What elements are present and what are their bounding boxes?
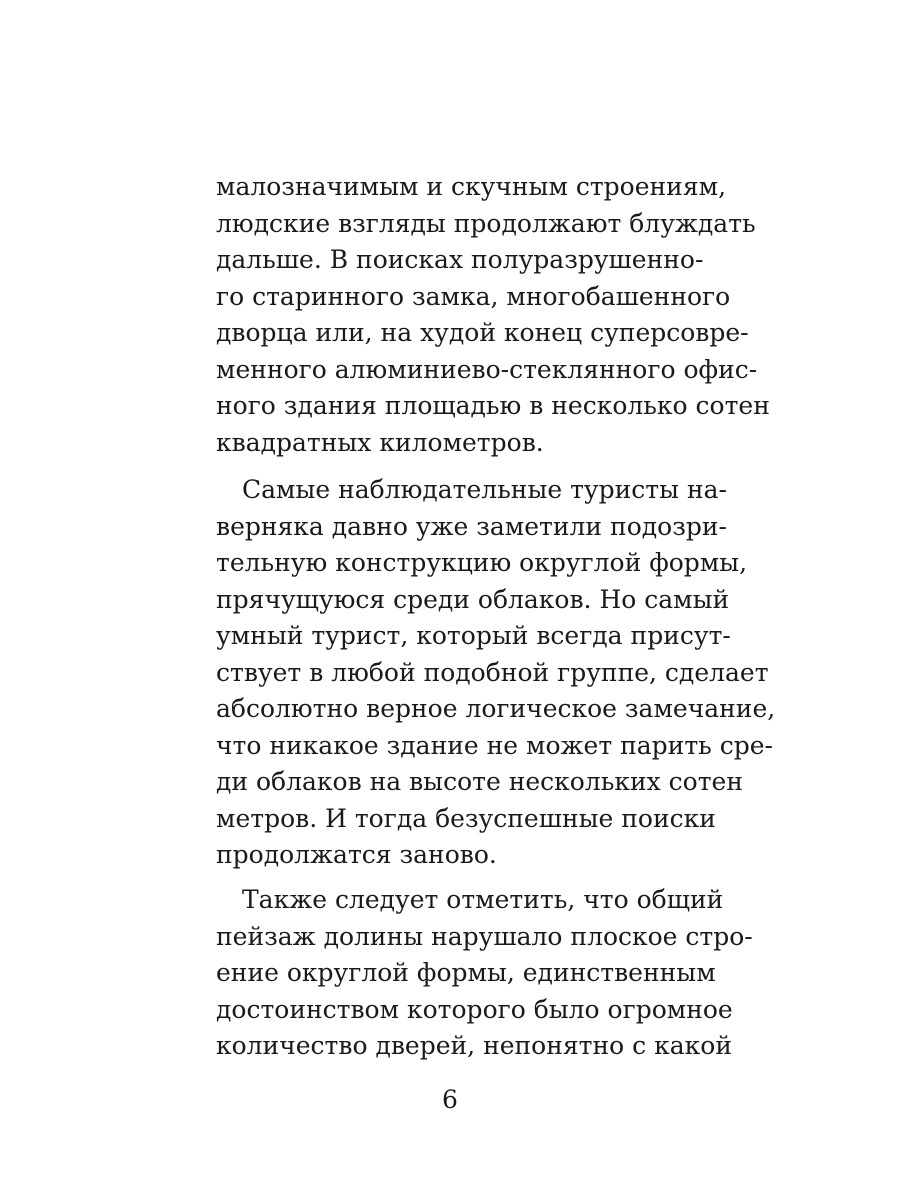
text-line: продолжатся заново. xyxy=(216,840,497,869)
text-line: пейзаж долины нарушало плоское стро- xyxy=(216,921,753,951)
text-line: умный турист, который всегда присут- xyxy=(216,621,731,650)
text-line: абсолютно верное логическое замечание, xyxy=(216,694,776,723)
text-line: дальше. В поисках полуразрушенно- xyxy=(216,245,704,274)
text-line: дворца или, на худой конец суперсовре- xyxy=(216,318,749,347)
text-line: количество дверей, непонятно с какой xyxy=(216,1031,732,1060)
paragraph-3 xyxy=(216,882,753,1065)
text-line: Самые наблюдательные туристы на- xyxy=(242,475,727,504)
paragraph-1 xyxy=(216,169,770,461)
text-line: го старинного замка, многобашенного xyxy=(216,281,731,311)
text-line: метров. И тогда безуспешные поиски xyxy=(216,803,716,833)
text-line: малозначимым и скучным строениям, xyxy=(216,172,727,201)
text-line: тельную конструкцию округлой формы, xyxy=(216,548,748,577)
paragraph-2 xyxy=(216,472,776,874)
text-line: верняка давно уже заметили подозри- xyxy=(216,511,727,541)
text-line: прячущуюся среди облаков. Но самый xyxy=(216,584,730,614)
text-line: что никакое здание не может парить сре- xyxy=(216,730,773,760)
text-line: ение округлой формы, единственным xyxy=(216,958,716,987)
text-line: достоинством которого было огромное xyxy=(216,994,733,1024)
text-line: ди облаков на высоте нескольких сотен xyxy=(216,767,744,796)
page-number: 6 xyxy=(442,1085,458,1114)
text-line: ствует в любой подобной группе, сделает xyxy=(216,657,769,687)
text-line: Также следует отметить, что общий xyxy=(242,885,724,914)
text-line: квадратных километров. xyxy=(216,427,544,457)
text-line: менного алюминиево-стеклянного офис- xyxy=(216,354,758,384)
text-line: ного здания площадью в несколько сотен xyxy=(216,391,770,420)
text-line: людские взгляды продолжают блуждать xyxy=(216,208,756,238)
